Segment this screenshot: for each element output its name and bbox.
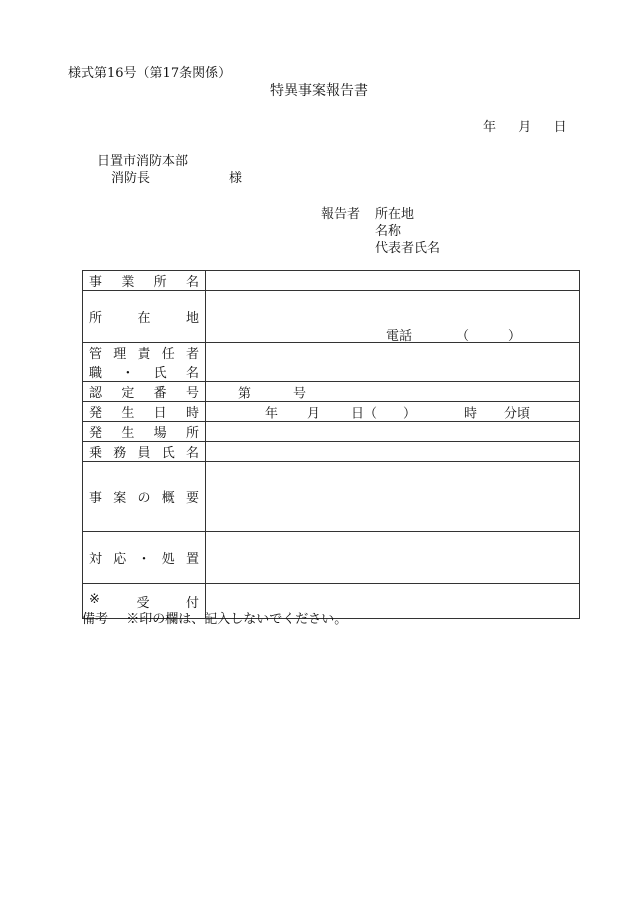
reporter-representative-label: 代表者氏名 <box>375 241 441 256</box>
dt-minute: 分頃 <box>504 406 531 421</box>
spread-label <box>89 402 199 421</box>
date-month-label: 月 <box>518 120 532 135</box>
spread-label <box>89 422 199 441</box>
reporter-name-label: 名称 <box>375 224 402 239</box>
label-char: 定 <box>121 386 135 401</box>
spread-label <box>89 442 199 461</box>
label-char: 事 <box>89 491 103 506</box>
label-location <box>83 291 206 343</box>
label-char: 在 <box>137 311 151 326</box>
row-occurrence-datetime <box>83 402 580 422</box>
spread-label <box>89 362 199 381</box>
label-char: 名 <box>185 366 199 381</box>
field-response[interactable] <box>206 532 580 584</box>
label-char: ・ <box>121 366 135 381</box>
label-char: 名 <box>185 446 199 461</box>
dt-hour: 時 <box>464 406 478 421</box>
label-char: の <box>137 491 151 506</box>
row-summary <box>83 462 580 532</box>
label-char: ※ <box>89 591 100 607</box>
label-char: 事 <box>89 275 103 290</box>
reporter-label: 報告者 <box>321 207 361 222</box>
date-day-label: 日 <box>553 120 567 135</box>
dt-month: 月 <box>307 406 321 421</box>
label-char: 時 <box>185 406 199 421</box>
label-char: ・ <box>137 552 151 567</box>
label-char: 者 <box>185 347 199 362</box>
label-occurrence-datetime <box>83 402 206 422</box>
label-manager <box>83 343 206 382</box>
label-char: 所 <box>153 275 167 290</box>
label-char: 付 <box>185 595 199 611</box>
spread-label <box>89 487 199 506</box>
remarks-text: ※印の欄は、記入しないでください。 <box>126 612 348 627</box>
field-crew-name[interactable] <box>206 442 580 462</box>
field-cert-number[interactable] <box>206 382 580 402</box>
label-char: 所 <box>185 426 199 441</box>
label-char: 職 <box>89 366 103 381</box>
spread-label <box>89 307 199 326</box>
label-char: 任 <box>161 347 175 362</box>
label-char: 生 <box>121 426 135 441</box>
addressee-organization: 日置市消防本部 <box>97 154 189 169</box>
row-manager <box>83 343 580 382</box>
row-office-name <box>83 271 580 291</box>
row-cert-number <box>83 382 580 402</box>
label-char: 場 <box>153 426 167 441</box>
label-char: 氏 <box>161 446 175 461</box>
label-char: 管 <box>89 347 103 362</box>
remarks-label: 備考 <box>82 612 109 627</box>
phone-label: 電話 <box>386 329 413 344</box>
spread-label <box>89 271 199 290</box>
date-year-label: 年 <box>483 120 497 135</box>
label-cert-number <box>83 382 206 402</box>
label-char: 要 <box>185 491 199 506</box>
label-char: 概 <box>161 491 175 506</box>
label-char: 名 <box>185 275 199 290</box>
form-number: 様式第16号（第17条関係） <box>68 66 232 81</box>
label-char: 理 <box>113 347 127 362</box>
field-summary[interactable] <box>206 462 580 532</box>
label-crew-name <box>83 442 206 462</box>
label-char: 処 <box>161 552 175 567</box>
label-response <box>83 532 206 584</box>
spread-label <box>89 343 199 362</box>
field-office-name[interactable] <box>206 271 580 291</box>
reporter-address-label: 所在地 <box>375 207 415 222</box>
label-char: 業 <box>121 275 135 290</box>
label-char: 発 <box>89 426 103 441</box>
label-char: 務 <box>113 446 127 461</box>
spread-label <box>89 548 199 567</box>
addressee-recipient: 消防長 <box>111 171 151 186</box>
field-manager[interactable] <box>206 343 580 382</box>
row-occurrence-place <box>83 422 580 442</box>
row-response <box>83 532 580 584</box>
label-char: 員 <box>137 446 151 461</box>
phone-parens: （ ） <box>456 329 522 344</box>
cert-go: 号 <box>293 386 307 401</box>
remarks <box>82 608 347 627</box>
report-form-table <box>82 270 580 619</box>
label-char: 氏 <box>153 366 167 381</box>
label-char: 案 <box>113 491 127 506</box>
label-char: 対 <box>89 552 103 567</box>
label-char: 乗 <box>89 446 103 461</box>
spread-label <box>89 382 199 401</box>
label-summary <box>83 462 206 532</box>
label-char: 認 <box>89 386 103 401</box>
label-occurrence-place <box>83 422 206 442</box>
label-char: 地 <box>185 311 199 326</box>
dt-day: 日（ ） <box>351 406 417 421</box>
label-char: 生 <box>121 406 135 421</box>
label-char: 番 <box>153 386 167 401</box>
label-char: 発 <box>89 406 103 421</box>
field-location[interactable] <box>206 291 580 343</box>
field-occurrence-datetime[interactable] <box>206 402 580 422</box>
label-char: 置 <box>185 552 199 567</box>
page-title: 特異事案報告書 <box>270 83 368 99</box>
label-char: 日 <box>153 406 167 421</box>
row-location <box>83 291 580 343</box>
label-char: 受 <box>136 595 150 611</box>
dt-year: 年 <box>265 406 279 421</box>
field-occurrence-place[interactable] <box>206 422 580 442</box>
cert-dai: 第 <box>238 386 252 401</box>
label-char: 応 <box>113 552 127 567</box>
label-office-name <box>83 271 206 291</box>
addressee-honorific: 様 <box>229 171 243 186</box>
row-crew-name <box>83 442 580 462</box>
date-line <box>483 116 567 135</box>
label-char: 号 <box>185 386 199 401</box>
label-char: 所 <box>89 311 103 326</box>
label-char: 責 <box>137 347 151 362</box>
